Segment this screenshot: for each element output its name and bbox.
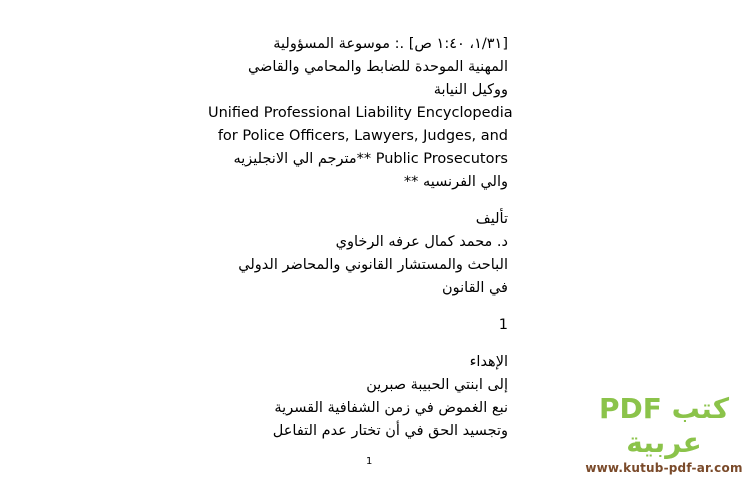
spacer [208,194,508,208]
author-heading: تأليف [475,211,508,227]
document-text-block [208,33,513,443]
translation-note-line-end: والي الفرنسيه ** [403,174,508,190]
spacer [208,337,508,351]
english-title-line: Unified Professional Liability Encyclopedia [208,105,513,121]
author-title-end: في القانون [441,280,508,296]
author-name: د. محمد كمال عرفه الرخاوي [335,234,508,250]
dedication-line: وتجسيد الحق في أن تختار عدم التفاعل [272,423,508,439]
author-title: الباحث والمستشار القانوني والمحاضر الدولي [238,257,508,273]
dedication-line: نبع الغموض في زمن الشفافية القسرية [274,400,508,416]
english-title-line: for Police Officers, Lawyers, Judges, and [217,128,508,144]
watermark-url: www.kutub-pdf-ar.com [585,461,743,475]
header-line: المهنية الموحدة للضابط والمحامي والقاضي [247,59,508,75]
header-line: ووكيل النيابة [433,82,508,98]
watermark-title: كتب PDF عربية [599,392,729,459]
watermark-logo [584,392,744,476]
footer-page-number: 1 [366,456,373,467]
inline-page-number: 1 [498,317,508,333]
spacer [208,300,508,314]
translation-note-line: Public Prosecutors **مترجم الي الانجليزيه [233,151,508,167]
dedication-line: إلى ابنتي الحبيبة صبرين [366,377,508,393]
dedication-heading: الإهداء [469,354,508,370]
header-line: [١/٣١، ١:٤٠ ص] .: موسوعة المسؤولية [273,36,508,52]
